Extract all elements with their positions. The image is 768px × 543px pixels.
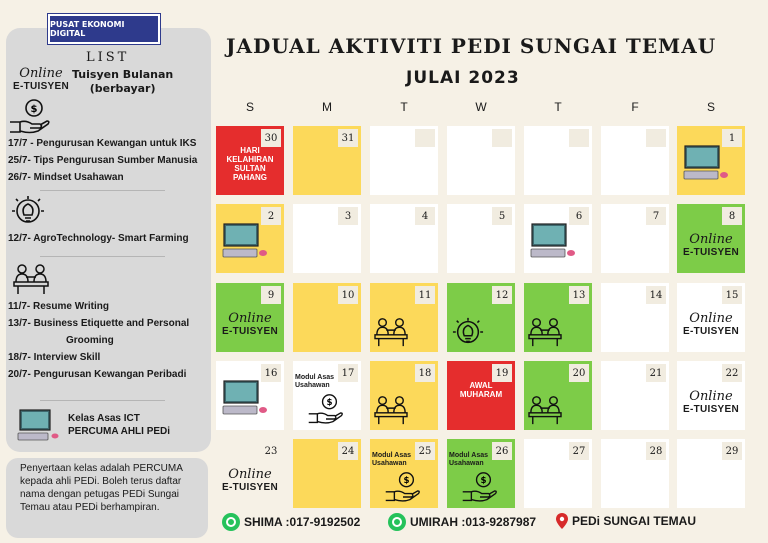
day-number: 4: [415, 207, 435, 225]
day-number: 25: [415, 442, 435, 460]
online-script-text: Online: [228, 311, 272, 326]
day-number: 7: [646, 207, 666, 225]
online-etuisyen-logo: [677, 232, 745, 258]
calendar-day-cell[interactable]: [447, 204, 515, 273]
online-script-text: Online: [689, 389, 733, 404]
online-script-text: Online: [228, 467, 272, 482]
computer-icon: [220, 379, 268, 417]
calendar-day-cell[interactable]: [677, 361, 745, 430]
calendar-day-cell[interactable]: [601, 439, 669, 508]
calendar-day-cell[interactable]: [293, 361, 361, 430]
day-number: 17: [338, 364, 358, 382]
calendar-day-cell[interactable]: [524, 361, 592, 430]
meeting-icon: [373, 394, 409, 426]
day-number: 31: [338, 129, 358, 147]
svg-text:$: $: [30, 104, 38, 115]
online-etuisyen-logo: [216, 311, 284, 337]
finance-item-1: 17/7 - Pengurusan Kewangan untuk IKS: [8, 138, 197, 149]
tech-item-1: 12/7- AgroTechnology- Smart Farming: [8, 233, 189, 244]
day-number: 19: [492, 364, 512, 382]
calendar-day-cell[interactable]: [216, 283, 284, 352]
calendar-day-cell[interactable]: [370, 361, 438, 430]
calendar-day-cell[interactable]: [677, 439, 745, 508]
weekday-label: F: [631, 100, 639, 114]
day-number: 10: [338, 286, 358, 304]
contact-umirah: [388, 513, 536, 531]
divider: [40, 256, 165, 257]
day-number: [569, 129, 589, 147]
day-number: 16: [261, 364, 281, 382]
modul-asas-label: Modul Asas Usahawan: [295, 374, 335, 389]
weekday-label: M: [322, 100, 332, 114]
brand-badge: PUSAT EKONOMI DIGITAL: [48, 14, 160, 44]
day-number: 30: [261, 129, 281, 147]
online-etuisyen-logo: [216, 467, 284, 493]
monthly-tuition-label: [72, 68, 173, 96]
day-number: [646, 129, 666, 147]
online-script-text: Online: [689, 311, 733, 326]
day-number: 3: [338, 207, 358, 225]
day-number: 29: [722, 442, 742, 460]
contact-shima: [222, 513, 360, 531]
calendar-day-cell[interactable]: [677, 283, 745, 352]
month-title: JULAI 2023: [406, 68, 520, 88]
contact-shima-text: SHIMA :017-9192502: [244, 515, 361, 529]
career-item-2: 13/7- Business Etiquette and Personal: [8, 318, 190, 329]
calendar-day-cell[interactable]: [216, 204, 284, 273]
day-number: 9: [261, 286, 281, 304]
calendar-day-cell[interactable]: [447, 126, 515, 195]
etuisyen-text: E-TUISYEN: [682, 247, 740, 258]
computer-icon: [220, 222, 268, 260]
career-item-1: 11/7- Resume Writing: [8, 301, 109, 312]
day-number: 22: [722, 364, 742, 382]
career-item-3: 18/7- Interview Skill: [8, 352, 101, 363]
calendar-day-cell[interactable]: [524, 439, 592, 508]
meeting-icon: [527, 316, 563, 348]
day-number: 20: [569, 364, 589, 382]
day-number: 24: [338, 442, 358, 460]
calendar-day-cell[interactable]: [677, 204, 745, 273]
whatsapp-icon: [222, 513, 240, 531]
calendar-day-cell[interactable]: [216, 439, 284, 508]
tuition-line-2: (berbayar): [89, 82, 156, 95]
modul-asas-label: Modul Asas Usahawan: [372, 452, 412, 467]
calendar-day-cell[interactable]: [601, 361, 669, 430]
calendar-day-cell[interactable]: [447, 439, 515, 508]
list-title: LIST: [86, 50, 130, 65]
online-script-text: Online: [689, 232, 733, 247]
divider: [40, 400, 165, 401]
calendar-day-cell[interactable]: [293, 283, 361, 352]
svg-text:$: $: [403, 476, 410, 487]
online-etuisyen-logo: [677, 311, 745, 337]
tuition-line-1: Tuisyen Bulanan: [72, 68, 174, 81]
calendar-day-cell[interactable]: [293, 439, 361, 508]
svg-text:$: $: [326, 398, 333, 409]
weekday-label: T: [400, 100, 408, 114]
day-number: 26: [492, 442, 512, 460]
calendar-day-cell[interactable]: [524, 126, 592, 195]
weekday-label: S: [706, 100, 715, 114]
calendar-day-cell[interactable]: [293, 126, 361, 195]
calendar-day-cell[interactable]: [370, 126, 438, 195]
etuisyen-text: E-TUISYEN: [221, 482, 279, 493]
modul-asas-label: Modul Asas Usahawan: [449, 452, 489, 467]
online-etuisyen-logo: [677, 389, 745, 415]
calendar-day-cell[interactable]: [601, 283, 669, 352]
computer-icon: [528, 222, 576, 260]
day-number: 6: [569, 207, 589, 225]
lightbulb-icon: [450, 316, 486, 348]
hand-coin-icon: [8, 98, 52, 136]
note-text: Penyertaan kelas adalah PERCUMA kepada ahli PEDi. Boleh terus daftar nama dengan petugas PEDi Sungai Temau atau PEDi berhampiran.: [20, 463, 183, 513]
calendar-day-cell[interactable]: [677, 126, 745, 195]
calendar-day-cell[interactable]: [601, 204, 669, 273]
etuisyen-text: E-TUISYEN: [12, 81, 70, 92]
weekday-label: S: [245, 100, 254, 114]
location-text: PEDi SUNGAI TEMAU: [572, 514, 697, 528]
day-number: 8: [722, 207, 742, 225]
computer-icon: [681, 144, 729, 182]
ict-line-2: PERCUMA AHLI PEDi: [68, 426, 171, 437]
weekday-label: T: [554, 100, 562, 114]
online-script-text: Online: [19, 66, 63, 81]
calendar-day-cell[interactable]: [216, 361, 284, 430]
etuisyen-text: E-TUISYEN: [682, 326, 740, 337]
day-number: [492, 129, 512, 147]
meeting-icon: [12, 262, 50, 296]
meeting-icon: [527, 394, 563, 426]
day-number: 15: [722, 286, 742, 304]
finance-item-2: 25/7- Tips Pengurusan Sumber Manusia: [8, 155, 198, 166]
calendar-day-cell[interactable]: [293, 204, 361, 273]
day-number: 13: [569, 286, 589, 304]
day-number: 12: [492, 286, 512, 304]
hand-coin-icon: [307, 393, 345, 426]
calendar-day-cell[interactable]: [370, 204, 438, 273]
day-number: 21: [646, 364, 666, 382]
calendar-day-cell[interactable]: [524, 204, 592, 273]
hand-coin-icon: [461, 471, 499, 504]
contact-umirah-text: UMIRAH :013-9287987: [410, 515, 537, 529]
career-item-4: 20/7- Pengurusan Kewangan Peribadi: [8, 369, 187, 380]
computer-icon: [16, 408, 60, 442]
day-number: 5: [492, 207, 512, 225]
day-number: 18: [415, 364, 435, 382]
calendar-day-cell[interactable]: [601, 126, 669, 195]
page-title: JADUAL AKTIVITI PEDI SUNGAI TEMAU: [226, 34, 717, 58]
calendar-day-cell[interactable]: [216, 126, 284, 195]
holiday-label: AWAL MUHARAM: [459, 381, 503, 399]
calendar-day-cell[interactable]: [370, 283, 438, 352]
day-number: 27: [569, 442, 589, 460]
online-etuisyen-logo: [10, 66, 72, 92]
calendar-day-cell[interactable]: [447, 283, 515, 352]
location: [556, 513, 696, 529]
ict-class-label: [68, 412, 170, 438]
day-number: 11: [415, 286, 435, 304]
weekday-label: W: [475, 100, 487, 114]
location-pin-icon: [556, 513, 568, 529]
holiday-label: HARI KELAHIRAN SULTAN PAHANG: [226, 146, 274, 182]
calendar-day-cell[interactable]: [524, 283, 592, 352]
day-number: 1: [722, 129, 742, 147]
finance-item-3: 26/7- Mindset Usahawan: [8, 172, 124, 183]
day-number: 23: [264, 445, 278, 457]
etuisyen-text: E-TUISYEN: [221, 326, 279, 337]
whatsapp-icon: [388, 513, 406, 531]
svg-text:$: $: [480, 476, 487, 487]
day-number: 14: [646, 286, 666, 304]
career-item-2-cont: Grooming: [66, 335, 114, 346]
calendar-day-cell[interactable]: [447, 361, 515, 430]
day-number: [415, 129, 435, 147]
calendar-day-cell[interactable]: [370, 439, 438, 508]
etuisyen-text: E-TUISYEN: [682, 404, 740, 415]
divider: [40, 190, 165, 191]
day-number: 28: [646, 442, 666, 460]
lightbulb-icon: [10, 194, 46, 228]
meeting-icon: [373, 316, 409, 348]
day-number: 2: [261, 207, 281, 225]
ict-line-1: Kelas Asas ICT: [68, 413, 140, 424]
hand-coin-icon: [384, 471, 422, 504]
